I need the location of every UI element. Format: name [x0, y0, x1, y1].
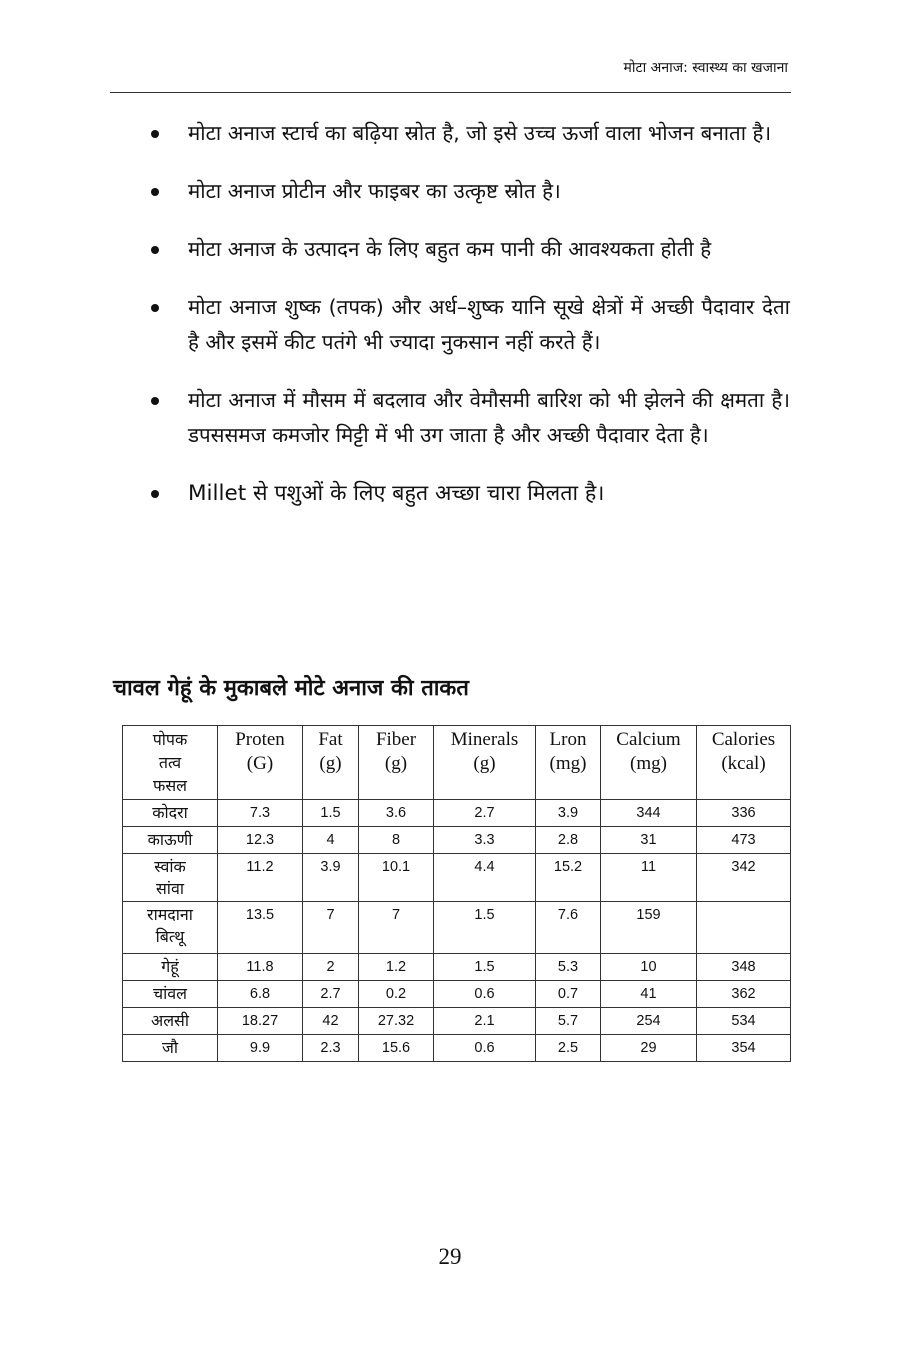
table-cell: 7 — [359, 902, 434, 954]
column-header: Fat (g) — [303, 726, 359, 800]
table-cell: 362 — [697, 981, 791, 1008]
table-cell: 27.32 — [359, 1008, 434, 1035]
crop-cell: अलसी — [123, 1008, 218, 1035]
table-cell: 344 — [601, 800, 697, 827]
table-cell: 2 — [303, 954, 359, 981]
running-header: मोटा अनाज: स्वास्थ्य का खजाना — [623, 60, 788, 76]
table-cell: 0.6 — [434, 1035, 536, 1062]
table-cell: 3.6 — [359, 800, 434, 827]
bullet-text: मोटा अनाज के उत्पादन के लिए बहुत कम पानी की आवश्यकता होती है — [188, 237, 712, 261]
table-cell: 11.2 — [218, 854, 303, 902]
table-cell: 0.6 — [434, 981, 536, 1008]
crop-cell: गेहूं — [123, 954, 218, 981]
table-header-row — [123, 726, 791, 800]
bullet-dot-icon — [151, 246, 159, 254]
table-cell: 2.1 — [434, 1008, 536, 1035]
bullet-text: मोटा अनाज शुष्क (तपक) और अर्ध–शुष्क यानि सूखे क्षेत्रों में अच्छी पैदावार देता है और इसमें कीट पतंगे भी ज्यादा नुकसान नहीं करते हैं। — [188, 295, 790, 354]
table-cell: 15.2 — [536, 854, 601, 902]
column-header: Proten (G) — [218, 726, 303, 800]
table-cell: 354 — [697, 1035, 791, 1062]
crop-cell: स्वांक सांवा — [123, 854, 218, 902]
bullet-item — [150, 116, 790, 151]
table-row — [123, 954, 791, 981]
table-cell: 254 — [601, 1008, 697, 1035]
table-cell: 3.9 — [303, 854, 359, 902]
table-cell: 12.3 — [218, 827, 303, 854]
table-cell: 348 — [697, 954, 791, 981]
table-cell: 1.5 — [303, 800, 359, 827]
table-cell: 0.7 — [536, 981, 601, 1008]
table-cell: 11 — [601, 854, 697, 902]
table-cell: 473 — [697, 827, 791, 854]
bullet-text: Millet से पशुओं के लिए बहुत अच्छा चारा मिलता है। — [188, 481, 605, 506]
table-cell: 2.8 — [536, 827, 601, 854]
table-cell: 2.3 — [303, 1035, 359, 1062]
crop-cell: काऊणी — [123, 827, 218, 854]
section-title: चावल गेहूं के मुकाबले मोटे अनाज की ताकत — [113, 676, 469, 701]
bullet-item — [150, 174, 790, 209]
table-cell: 9.9 — [218, 1035, 303, 1062]
bullet-item — [150, 476, 790, 511]
table-row — [123, 1008, 791, 1035]
table-cell: 7 — [303, 902, 359, 954]
crop-cell: चांवल — [123, 981, 218, 1008]
table-cell: 10 — [601, 954, 697, 981]
table-cell: 18.27 — [218, 1008, 303, 1035]
column-header: Calcium (mg) — [601, 726, 697, 800]
bullet-text: मोटा अनाज प्रोटीन और फाइबर का उत्कृष्ट स्रोत है। — [188, 179, 561, 203]
table-cell: 31 — [601, 827, 697, 854]
table-row — [123, 800, 791, 827]
column-header: पोपक तत्व फसल — [123, 726, 218, 800]
table-row — [123, 902, 791, 954]
table-cell: 3.3 — [434, 827, 536, 854]
table-cell: 41 — [601, 981, 697, 1008]
bullet-dot-icon — [151, 130, 159, 138]
bullet-text: मोटा अनाज स्टार्च का बढ़िया स्रोत है, जो इसे उच्च ऊर्जा वाला भोजन बनाता है। — [188, 121, 772, 145]
table-cell: 342 — [697, 854, 791, 902]
bullet-item — [150, 290, 790, 360]
table-cell: 1.2 — [359, 954, 434, 981]
table-cell: 336 — [697, 800, 791, 827]
table-cell: 1.5 — [434, 954, 536, 981]
table-cell — [697, 902, 791, 954]
page-number: 29 — [438, 1244, 462, 1269]
table-cell: 2.7 — [434, 800, 536, 827]
table-cell: 2.5 — [536, 1035, 601, 1062]
table-row — [123, 981, 791, 1008]
bullet-list — [150, 116, 790, 511]
bullet-text: मोटा अनाज में मौसम में बदलाव और वेमौसमी बारिश को भी झेलने की क्षमता है। डपससमज कमजोर मिट्टी में भी उग जाता है और अच्छी पैदावार देता है। — [188, 388, 790, 447]
table-cell: 5.7 — [536, 1008, 601, 1035]
bullet-item — [150, 232, 790, 267]
table-cell: 10.1 — [359, 854, 434, 902]
table-cell: 4.4 — [434, 854, 536, 902]
table-cell: 2.7 — [303, 981, 359, 1008]
table-cell: 0.2 — [359, 981, 434, 1008]
table-row — [123, 854, 791, 902]
header-rule — [110, 92, 791, 93]
bullet-item — [150, 383, 790, 453]
table-cell: 11.8 — [218, 954, 303, 981]
table-cell: 6.8 — [218, 981, 303, 1008]
column-header: Fiber (g) — [359, 726, 434, 800]
table-cell: 15.6 — [359, 1035, 434, 1062]
bullet-dot-icon — [151, 397, 159, 405]
bullet-dot-icon — [151, 304, 159, 312]
table-cell: 159 — [601, 902, 697, 954]
crop-cell: कोदरा — [123, 800, 218, 827]
nutrition-table — [122, 725, 791, 1062]
table-cell: 8 — [359, 827, 434, 854]
table-cell: 13.5 — [218, 902, 303, 954]
table-cell: 1.5 — [434, 902, 536, 954]
column-header: Minerals (g) — [434, 726, 536, 800]
table-cell: 5.3 — [536, 954, 601, 981]
table-cell: 534 — [697, 1008, 791, 1035]
column-header: Lron (mg) — [536, 726, 601, 800]
table-cell: 3.9 — [536, 800, 601, 827]
table-cell: 29 — [601, 1035, 697, 1062]
table-row — [123, 1035, 791, 1062]
crop-cell: जौ — [123, 1035, 218, 1062]
bullet-dot-icon — [151, 490, 159, 498]
table-cell: 4 — [303, 827, 359, 854]
column-header: Calories (kcal) — [697, 726, 791, 800]
bullet-dot-icon — [151, 188, 159, 196]
table-cell: 7.3 — [218, 800, 303, 827]
table-cell: 42 — [303, 1008, 359, 1035]
table-row — [123, 827, 791, 854]
crop-cell: रामदाना बित्थू — [123, 902, 218, 954]
table-cell: 7.6 — [536, 902, 601, 954]
